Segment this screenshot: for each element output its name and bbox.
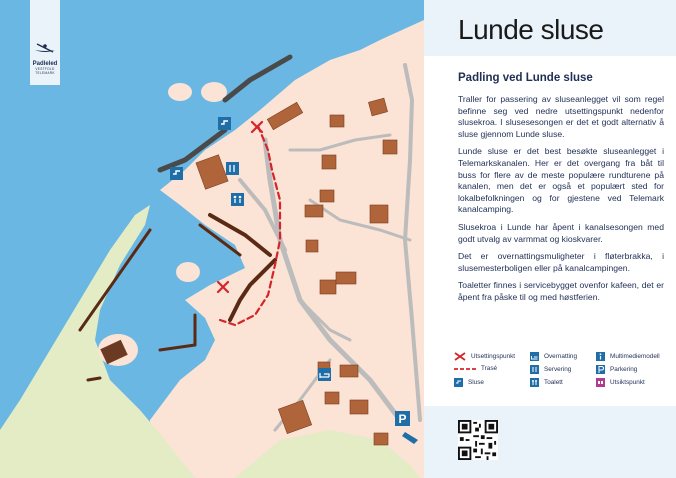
toilet-icon [530,378,539,387]
kayak-icon [33,40,57,56]
logo-subtitle: VESTFOLD TELEMARK [35,67,55,75]
legend-item-overnatting [530,352,577,361]
legend-item-sluse [454,378,484,387]
legend-label: Overnatting [544,353,578,360]
legend-label: Trasé [481,365,498,372]
route-icon [454,366,476,372]
legend-item-servering [530,365,571,374]
info-paragraph: Det er overnattingsmuligheter i fløterbrakka, i slusemesterboligen eller på kanalcampingen. [458,251,664,273]
parking-icon [596,365,605,374]
info-paragraph: Slusekroa i Lunde har åpent i kanalsesongen med godt utvalg av varmmat og kioskvarer. [458,221,664,244]
lock-icon [170,167,183,180]
lodging-icon [318,368,331,381]
info-paragraph: Toaletter finnes i servicebygget ovenfor kafeen, det er åpent fra påske til og med høstferien. [458,280,664,302]
parking-icon [395,411,410,426]
lodging-icon [530,352,539,361]
title-band [424,0,676,56]
info-paragraph: Traller for passering av sluseanlegget vil som regel befinne seg ved nedre utsettingspunkt nedenfor slusekroa. I slusesesongen er det et godt alternativ å sluse gjennom Lunde sluse. [458,94,664,139]
toilet-icon [231,193,244,206]
page-title: Lunde sluse [458,14,604,45]
logo-name: Padleled [32,61,58,67]
info-panel [424,0,676,478]
lock-icon [454,378,463,387]
legend-item-utsiktspunkt [596,378,645,387]
legend-label: Multimediemodell [610,353,660,360]
island [168,83,192,101]
parking-symbol: P [398,412,407,426]
legend-label: Sluse [468,379,484,386]
qr-code[interactable] [458,420,498,460]
info-content [458,72,664,310]
food-icon [530,365,539,374]
info-icon [596,352,605,361]
legend-label: Servering [544,366,572,373]
legend-label: Toalett [544,379,563,386]
info-heading: Padling ved Lunde sluse [458,72,593,84]
bottom-band [424,406,676,478]
island [196,290,216,314]
legend-item-multimediemodell [596,352,660,361]
legend-label: Utsiktspunkt [610,379,645,386]
food-icon [226,162,239,175]
info-paragraph: Lunde sluse er det best besøkte sluseanlegget i Telemarkskanalen. Her er det overgang fra båt til buss for flere av de meste populære rundturene på kanalen, men det er også et populært sted for lokalbefolkningen og for gjestene ved Telemark kanalcamping. [458,146,664,215]
viewpoint-icon [596,378,605,387]
legend-item-toalett [530,378,563,387]
lock-icon [218,117,231,130]
legend-item-trase [454,365,497,372]
island [176,262,200,282]
logo [30,40,60,75]
legend-item-parkering [596,365,637,374]
launch-point-icon [454,352,466,361]
legend-label: Utsettingspunkt [471,353,516,360]
legend-item-utsettingspunkt [454,352,515,361]
legend-label: Parkering [610,366,638,373]
